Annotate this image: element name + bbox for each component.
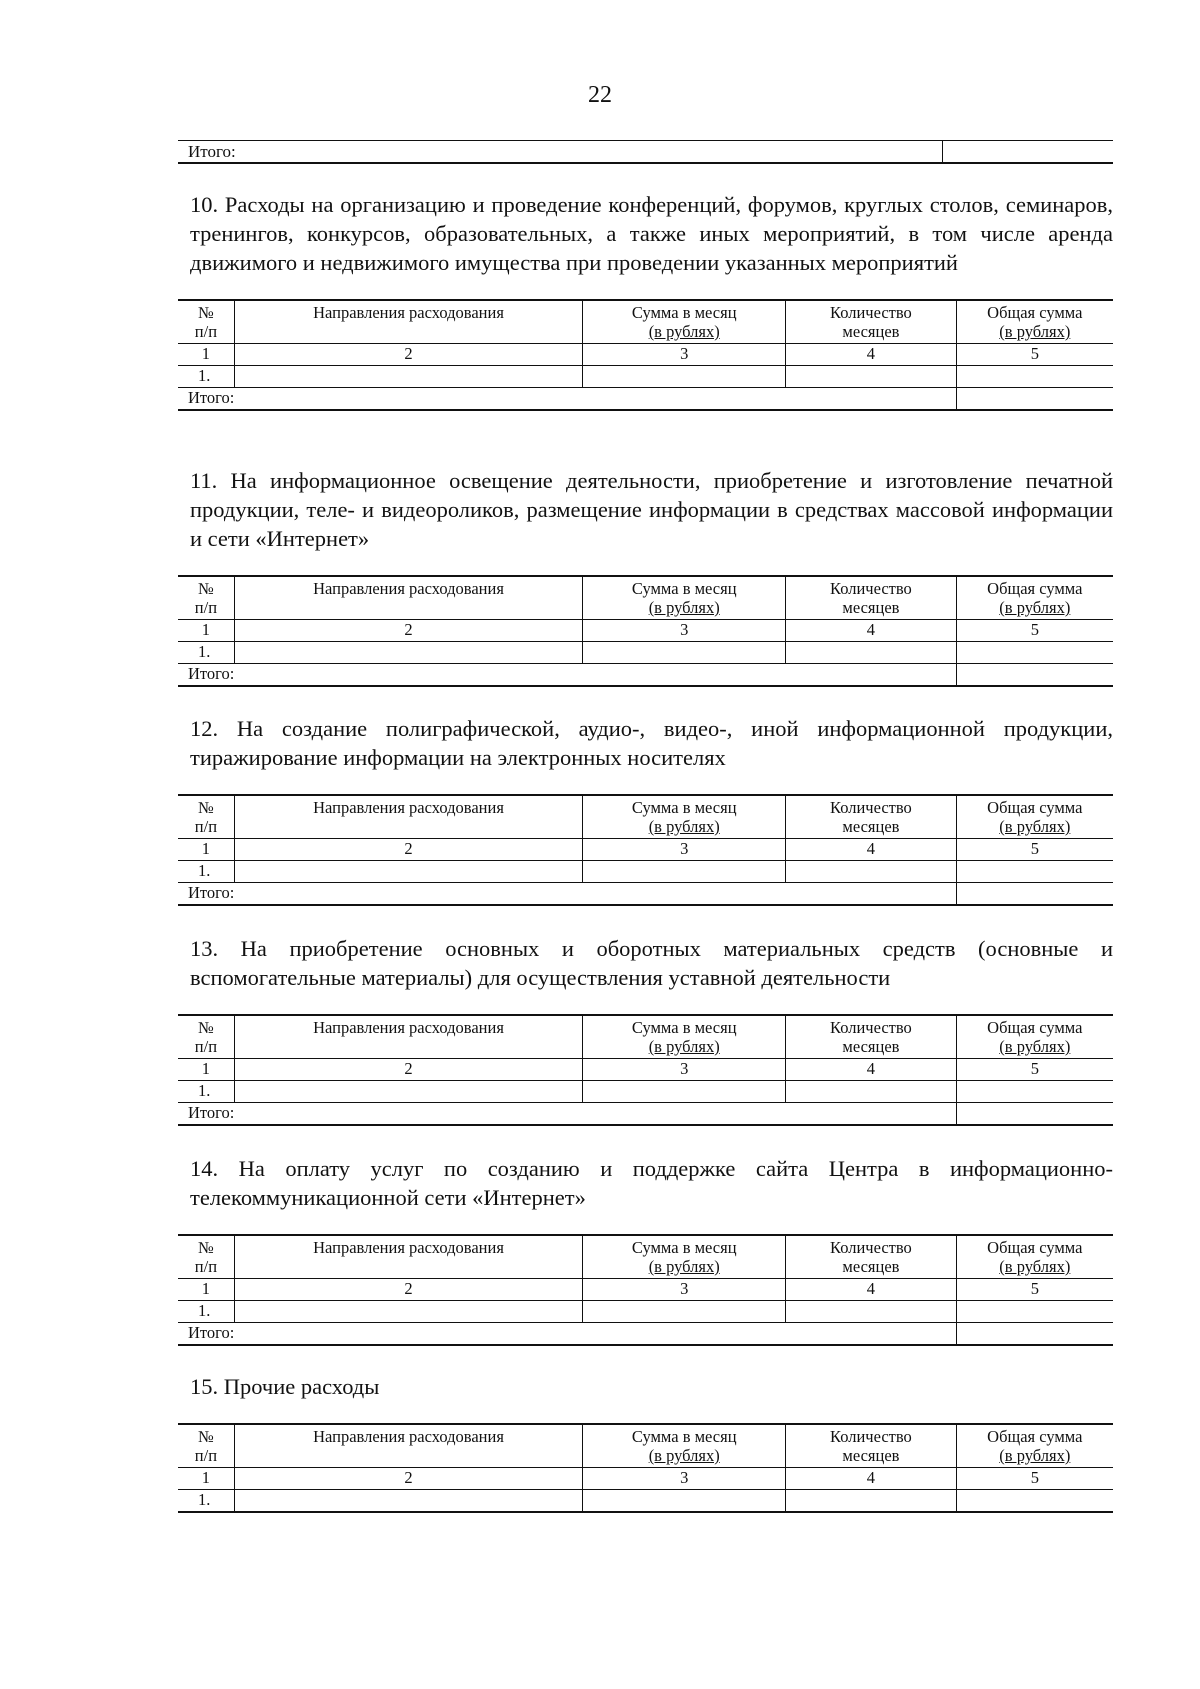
column-index-row: 1 2 3 4 5 (178, 1468, 1113, 1490)
table-row: 1. (178, 366, 1113, 388)
col-monthly-header: Сумма в месяц (в рублях) (583, 1424, 786, 1468)
col-direction-header: Направления расходования (234, 1424, 582, 1468)
col-monthly-header: Сумма в месяц (в рублях) (583, 300, 786, 344)
col-total-header: Общая сумма (в рублях) (956, 795, 1113, 839)
total-label: Итого: (178, 141, 943, 164)
col-monthly-header: Сумма в месяц (в рублях) (583, 795, 786, 839)
section-title: 11. На информационное освещение деятельности, приобретение и изготовление печатной продукции, теле- и видеороликов, размещение информации в средствах массовой информации и сети «Интернет» (190, 468, 1113, 551)
budget-table (178, 1423, 1113, 1513)
col-num-header: № п/п (178, 300, 234, 344)
table-row: 1. (178, 1490, 1113, 1513)
section-13 (178, 934, 1113, 1126)
page-number: 22 (588, 82, 612, 108)
section-10 (178, 190, 1113, 411)
col-monthly-header: Сумма в месяц (в рублях) (583, 1015, 786, 1059)
section-11 (178, 466, 1113, 687)
col-total-header: Общая сумма (в рублях) (956, 1015, 1113, 1059)
col-direction-header: Направления расходования (234, 576, 582, 620)
budget-table (178, 1014, 1113, 1126)
col-months-header: Количество месяцев (786, 300, 956, 344)
section-title: 13. На приобретение основных и оборотных материальных средств (основные и вспомогательные материалы) для осуществления уставной деятельности (190, 936, 1113, 990)
column-index-row: 1 2 3 4 5 (178, 620, 1113, 642)
col-total-header: Общая сумма (в рублях) (956, 300, 1113, 344)
table-row: 1. (178, 1301, 1113, 1323)
budget-table (178, 575, 1113, 687)
total-row: Итого: (178, 1323, 1113, 1346)
col-num-header: № п/п (178, 576, 234, 620)
col-direction-header: Направления расходования (234, 300, 582, 344)
column-index-row: 1 2 3 4 5 (178, 839, 1113, 861)
section-12 (178, 714, 1113, 906)
col-total-header: Общая сумма (в рублях) (956, 1424, 1113, 1468)
col-num-header: № п/п (178, 1424, 234, 1468)
section-title: 15. Прочие расходы (190, 1374, 380, 1399)
section-title: 12. На создание полиграфической, аудио-, видео-, иной информационной продукции, тиражирование информации на электронных носителях (190, 716, 1113, 770)
col-monthly-header: Сумма в месяц (в рублях) (583, 1235, 786, 1279)
previous-table-total (178, 140, 1113, 164)
table-row: 1. (178, 642, 1113, 664)
col-months-header: Количество месяцев (786, 1015, 956, 1059)
budget-table (178, 794, 1113, 906)
col-total-header: Общая сумма (в рублях) (956, 576, 1113, 620)
total-row: Итого: (178, 664, 1113, 687)
section-15 (178, 1372, 1113, 1513)
section-title: 14. На оплату услуг по созданию и поддержке сайта Центра в информационно-телекоммуникационной сети «Интернет» (190, 1156, 1113, 1210)
col-monthly-header: Сумма в месяц (в рублях) (583, 576, 786, 620)
column-index-row: 1 2 3 4 5 (178, 1059, 1113, 1081)
section-14 (178, 1154, 1113, 1346)
col-direction-header: Направления расходования (234, 1015, 582, 1059)
section-title: 10. Расходы на организацию и проведение конференций, форумов, круглых столов, семинаров, тренингов, конкурсов, образовательных, а также иных мероприятий, в том числе аренда движимого и недвижимого имущества при проведении указанных мероприятий (190, 192, 1113, 275)
total-sum-cell (943, 141, 1114, 164)
col-months-header: Количество месяцев (786, 1235, 956, 1279)
col-num-header: № п/п (178, 1015, 234, 1059)
col-direction-header: Направления расходования (234, 795, 582, 839)
column-index-row: 1 2 3 4 5 (178, 344, 1113, 366)
col-num-header: № п/п (178, 795, 234, 839)
col-months-header: Количество месяцев (786, 795, 956, 839)
col-num-header: № п/п (178, 1235, 234, 1279)
column-index-row: 1 2 3 4 5 (178, 1279, 1113, 1301)
col-direction-header: Направления расходования (234, 1235, 582, 1279)
col-months-header: Количество месяцев (786, 1424, 956, 1468)
col-total-header: Общая сумма (в рублях) (956, 1235, 1113, 1279)
table-row: 1. (178, 861, 1113, 883)
budget-table (178, 299, 1113, 411)
col-months-header: Количество месяцев (786, 576, 956, 620)
budget-table (178, 1234, 1113, 1346)
table-row: 1. (178, 1081, 1113, 1103)
total-row: Итого: (178, 883, 1113, 906)
total-row: Итого: (178, 1103, 1113, 1126)
total-row: Итого: (178, 388, 1113, 411)
